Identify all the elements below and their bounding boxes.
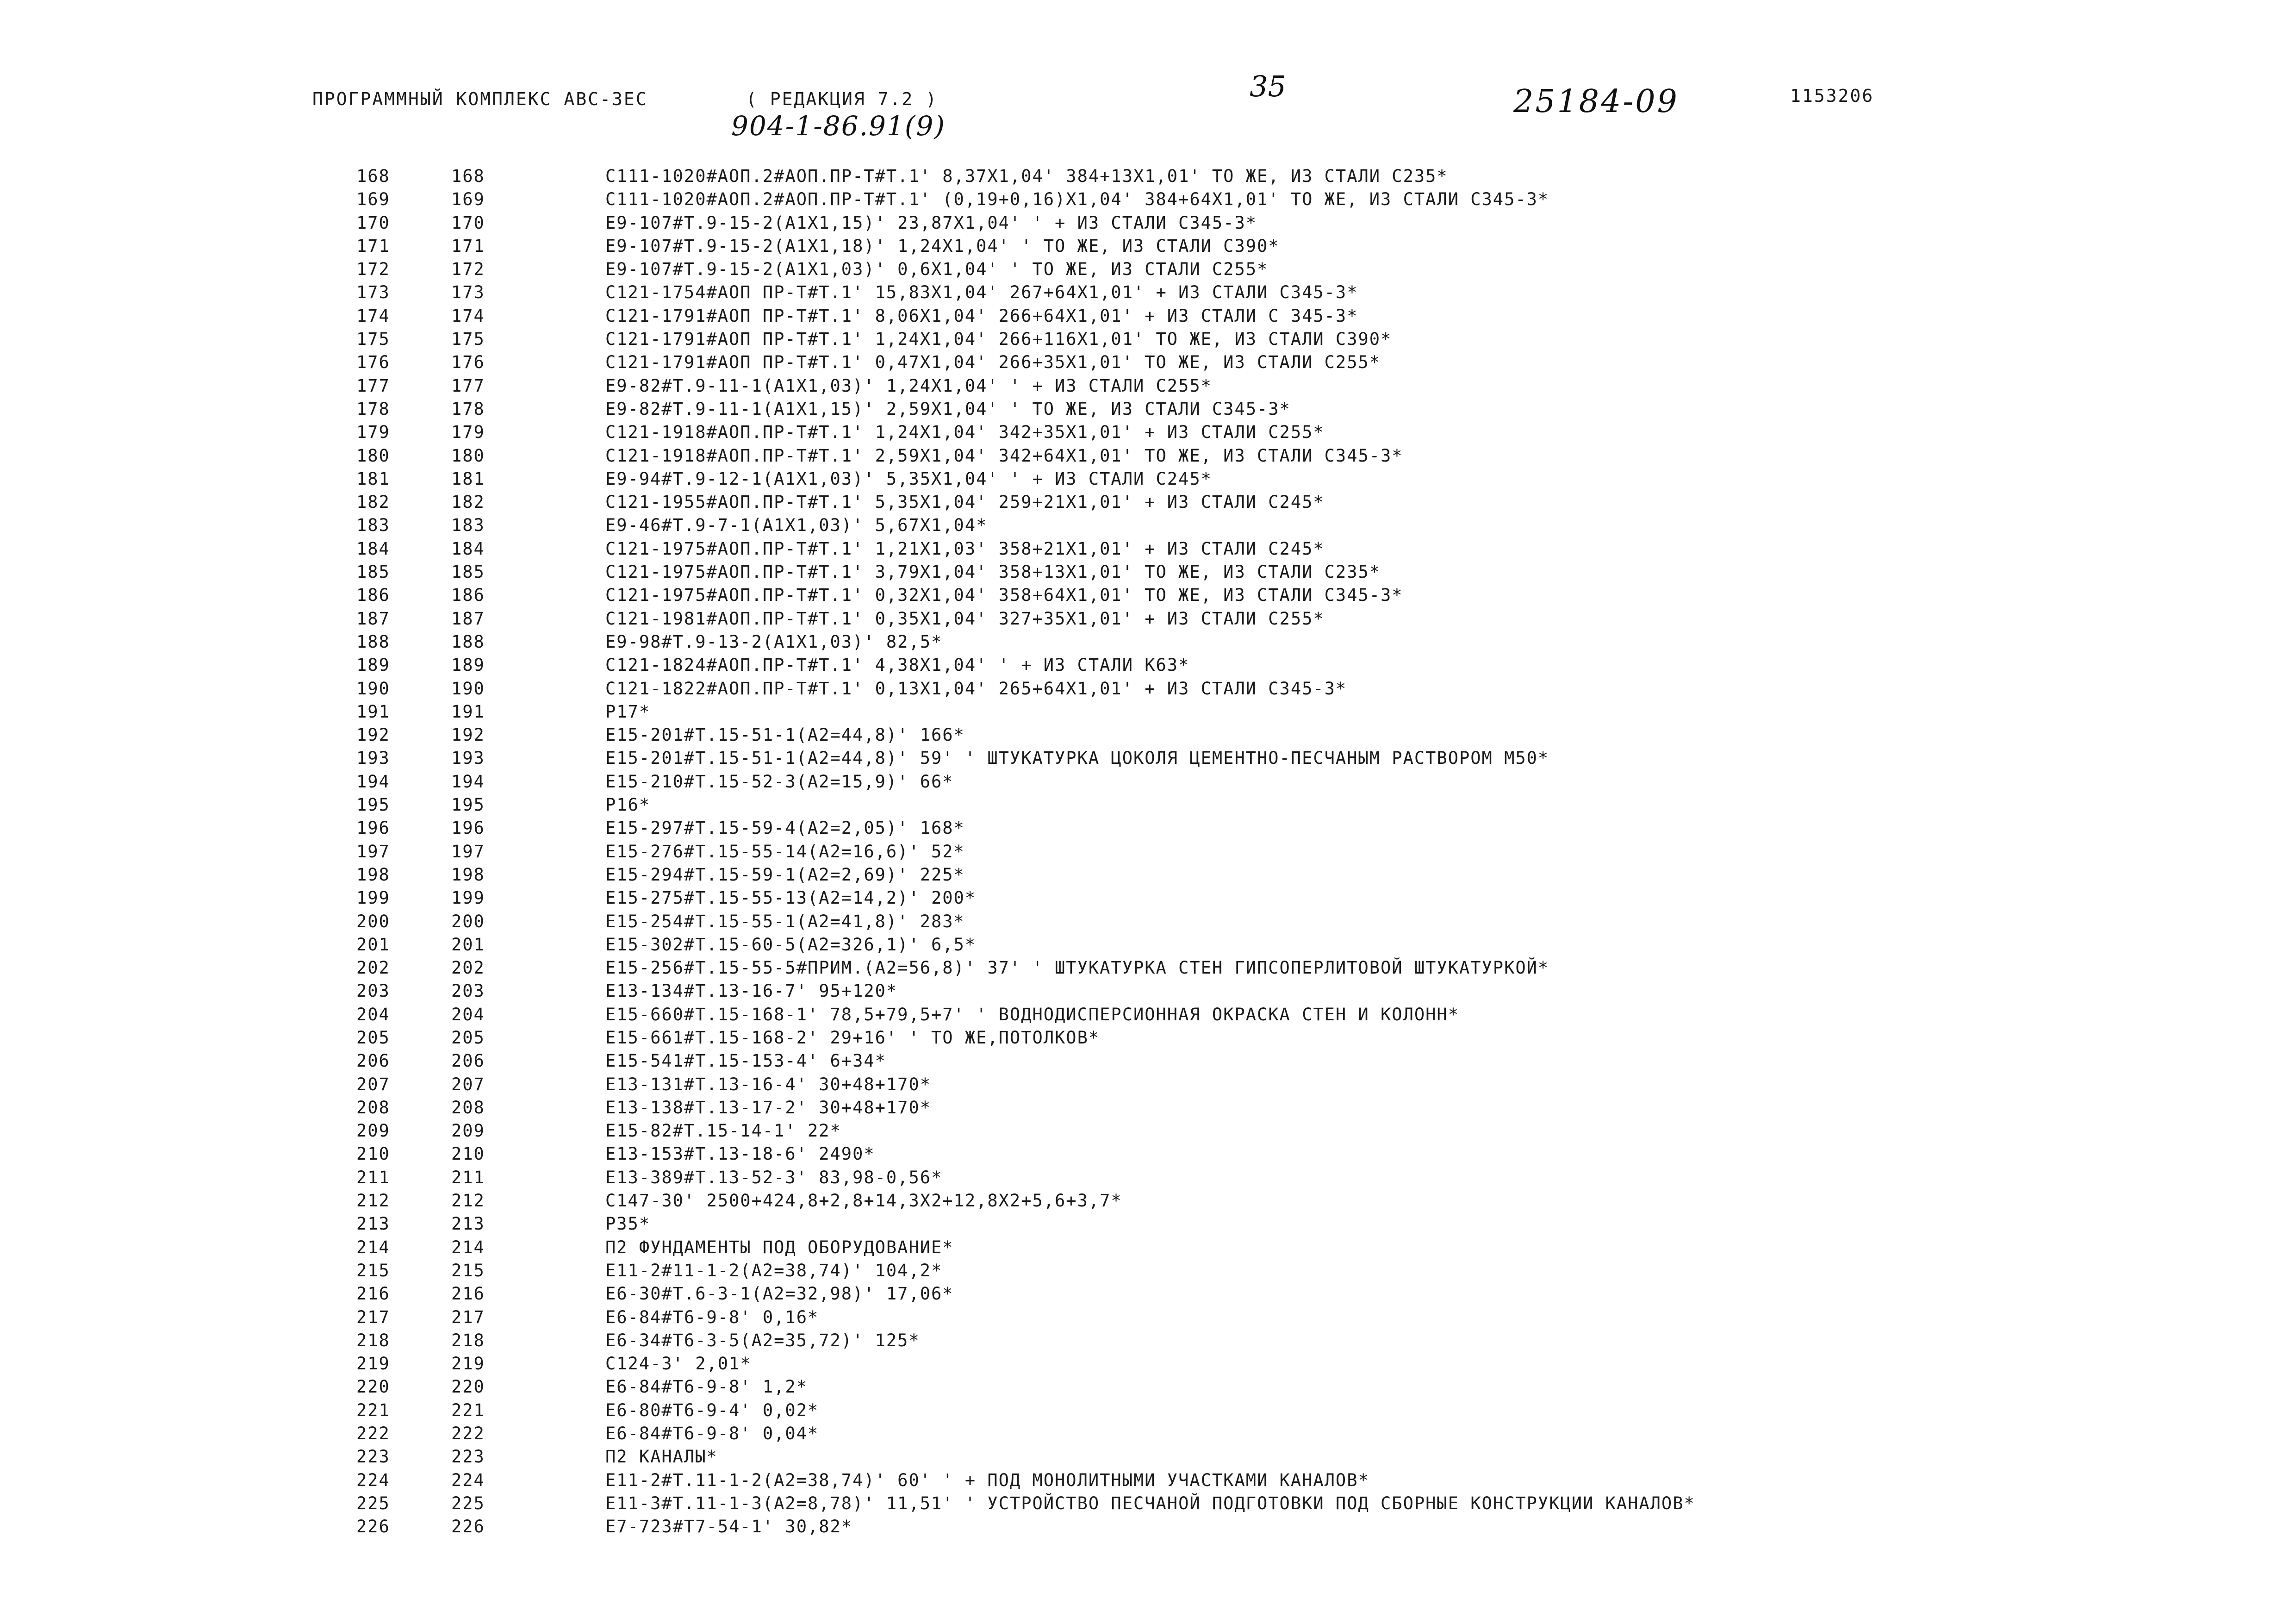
row-line-number: 180 [451,445,485,466]
row-line-number: 170 [451,212,485,233]
listing-row [0,1096,2296,1119]
row-content: Е15-82#Т.15-14-1' 22* [605,1121,841,1141]
row-sequence-number: 186 [356,585,390,606]
listing-row [0,235,2296,258]
row-content: Е15-256#Т.15-55-5#ПРИМ.(А2=56,8)' 37' ' ШТУКАТУРКА СТЕН ГИПСОПЕРЛИТОВОЙ ШТУКАТУРКОЙ* [605,958,1549,978]
row-sequence-number: 201 [356,934,390,955]
row-sequence-number: 190 [356,678,390,699]
row-line-number: 221 [451,1400,485,1420]
row-sequence-number: 178 [356,399,390,419]
row-content: Е6-84#Т6-9-8' 1,2* [605,1377,808,1397]
listing-row [0,887,2296,910]
row-line-number: 202 [451,958,485,978]
row-line-number: 182 [451,492,485,512]
row-content: Р16* [605,795,651,815]
row-sequence-number: 168 [356,166,390,186]
row-line-number: 197 [451,841,485,862]
row-sequence-number: 169 [356,189,390,210]
row-content: С111-1020#АОП.2#АОП.ПР-Т#Т.1' (0,19+0,16)Х1,04' 384+64Х1,01' ТО ЖЕ, ИЗ СТАЛИ С345-3* [605,189,1549,210]
row-line-number: 183 [451,515,485,536]
row-sequence-number: 207 [356,1074,390,1094]
listing-row [0,281,2296,304]
row-line-number: 226 [451,1517,485,1537]
row-content: Е9-46#Т.9-7-1(А1Х1,03)' 5,67Х1,04* [605,515,988,536]
row-content: С121-1975#АОП.ПР-Т#Т.1' 3,79Х1,04' 358+13Х1,01' ТО ЖЕ, ИЗ СТАЛИ С235* [605,562,1381,582]
program-title: ПРОГРАММНЫЙ КОМПЛЕКС АВС-ЗЕС [312,89,648,109]
row-line-number: 187 [451,608,485,629]
document-code: 1153206 [1790,86,1874,106]
listing-row [0,1445,2296,1468]
listing-row [0,1259,2296,1282]
row-content: Е15-660#Т.15-168-1' 78,5+79,5+7' ' ВОДНОДИСПЕРСИОННАЯ ОКРАСКА СТЕН И КОЛОНН* [605,1004,1459,1024]
listing-row [0,1469,2296,1492]
listing-row [0,1003,2296,1026]
row-line-number: 210 [451,1144,485,1164]
row-content: Е9-107#Т.9-15-2(А1Х1,18)' 1,24Х1,04' ' ТО ЖЕ, ИЗ СТАЛИ С390* [605,236,1280,256]
listing-row [0,1515,2296,1538]
row-line-number: 188 [451,631,485,652]
row-line-number: 194 [451,771,485,792]
row-line-number: 196 [451,818,485,838]
row-content: Е15-254#Т.15-55-1(А2=41,8)' 283* [605,911,965,931]
row-line-number: 214 [451,1237,485,1257]
row-sequence-number: 184 [356,538,390,559]
row-line-number: 195 [451,795,485,815]
listing-table [0,165,2296,1539]
row-sequence-number: 209 [356,1121,390,1141]
listing-row [0,933,2296,956]
row-content: Е11-2#11-1-2(А2=38,74)' 104,2* [605,1260,943,1280]
row-line-number: 169 [451,189,485,210]
row-line-number: 173 [451,282,485,303]
row-sequence-number: 180 [356,445,390,466]
row-content: Р35* [605,1214,651,1234]
listing-row [0,1399,2296,1422]
row-content: Е9-107#Т.9-15-2(А1Х1,15)' 23,87Х1,04' ' + ИЗ СТАЛИ С345-3* [605,212,1257,233]
listing-row [0,770,2296,793]
row-sequence-number: 226 [356,1517,390,1537]
listing-row [0,631,2296,654]
row-sequence-number: 183 [356,515,390,536]
row-line-number: 201 [451,934,485,955]
handwritten-project-number: 904-1-86.91(9) [731,110,946,142]
row-line-number: 207 [451,1074,485,1094]
row-content: Е15-201#Т.15-51-1(А2=44,8)' 59' ' ШТУКАТУРКА ЦОКОЛЯ ЦЕМЕНТНО-ПЕСЧАНЫМ РАСТВОРОМ М50* [605,748,1549,768]
row-sequence-number: 225 [356,1493,390,1513]
row-content: Е13-131#Т.13-16-4' 30+48+170* [605,1074,932,1094]
row-line-number: 185 [451,562,485,582]
row-sequence-number: 202 [356,958,390,978]
row-content: С121-1791#АОП ПР-Т#Т.1' 8,06Х1,04' 266+64Х1,01' + ИЗ СТАЛИ С 345-3* [605,306,1358,326]
row-content: Е9-82#Т.9-11-1(А1Х1,15)' 2,59Х1,04' ' ТО ЖЕ, ИЗ СТАЛИ С345-3* [605,399,1291,419]
listing-row [0,956,2296,980]
row-line-number: 219 [451,1354,485,1374]
row-content: Е15-541#Т.15-153-4' 6+34* [605,1051,886,1071]
row-content: Е6-84#Т6-9-8' 0,16* [605,1307,819,1327]
listing-row [0,1073,2296,1096]
row-line-number: 176 [451,352,485,373]
row-line-number: 205 [451,1027,485,1048]
row-sequence-number: 203 [356,981,390,1001]
listing-row [0,1212,2296,1236]
row-content: С121-1918#АОП.ПР-Т#Т.1' 2,59Х1,04' 342+64Х1,01' ТО ЖЕ, ИЗ СТАЛИ С345-3* [605,445,1403,466]
row-sequence-number: 218 [356,1330,390,1350]
listing-row [0,793,2296,817]
page-header [0,0,2296,157]
row-content: С121-1824#АОП.ПР-Т#Т.1' 4,38Х1,04' ' + ИЗ СТАЛИ К63* [605,655,1190,675]
row-content: Е15-294#Т.15-59-1(А2=2,69)' 225* [605,864,965,885]
row-sequence-number: 174 [356,306,390,326]
row-sequence-number: 215 [356,1260,390,1280]
row-line-number: 175 [451,329,485,350]
row-content: Е11-2#Т.11-1-2(А2=38,74)' 60' ' + ПОД МОНОЛИТНЫМИ УЧАСТКАМИ КАНАЛОВ* [605,1470,1369,1490]
row-line-number: 224 [451,1470,485,1490]
row-content: С121-1918#АОП.ПР-Т#Т.1' 1,24Х1,04' 342+35Х1,01' + ИЗ СТАЛИ С255* [605,422,1325,443]
row-line-number: 209 [451,1121,485,1141]
row-content: С121-1981#АОП.ПР-Т#Т.1' 0,35Х1,04' 327+35Х1,01' + ИЗ СТАЛИ С255* [605,608,1325,629]
row-sequence-number: 223 [356,1447,390,1467]
row-line-number: 204 [451,1004,485,1024]
row-line-number: 190 [451,678,485,699]
listing-row [0,1236,2296,1259]
row-line-number: 216 [451,1284,485,1304]
row-sequence-number: 214 [356,1237,390,1257]
row-content: П2 ФУНДАМЕНТЫ ПОД ОБОРУДОВАНИЕ* [605,1237,954,1257]
listing-row [0,188,2296,211]
row-content: С121-1975#АОП.ПР-Т#Т.1' 0,32Х1,04' 358+64Х1,01' ТО ЖЕ, ИЗ СТАЛИ С345-3* [605,585,1403,606]
row-sequence-number: 220 [356,1377,390,1397]
row-content: С121-1791#АОП ПР-Т#Т.1' 0,47Х1,04' 266+35Х1,01' ТО ЖЕ, ИЗ СТАЛИ С255* [605,352,1381,373]
row-content: Е6-30#Т.6-3-1(А2=32,98)' 17,06* [605,1284,954,1304]
listing-row [0,1352,2296,1375]
listing-row [0,1422,2296,1445]
listing-row [0,1306,2296,1329]
row-sequence-number: 213 [356,1214,390,1234]
listing-row [0,980,2296,1003]
listing-row [0,607,2296,631]
row-sequence-number: 179 [356,422,390,443]
row-content: Е13-134#Т.13-16-7' 95+120* [605,981,898,1001]
row-line-number: 171 [451,236,485,256]
listing-row [0,1375,2296,1399]
row-line-number: 203 [451,981,485,1001]
row-line-number: 189 [451,655,485,675]
row-sequence-number: 175 [356,329,390,350]
row-content: Е9-107#Т.9-15-2(А1Х1,03)' 0,6Х1,04' ' ТО ЖЕ, ИЗ СТАЛИ С255* [605,259,1269,280]
row-line-number: 179 [451,422,485,443]
row-line-number: 193 [451,748,485,768]
row-line-number: 225 [451,1493,485,1513]
row-content: Е15-275#Т.15-55-13(А2=14,2)' 200* [605,888,977,908]
row-sequence-number: 210 [356,1144,390,1164]
row-sequence-number: 193 [356,748,390,768]
row-content: Е15-297#Т.15-59-4(А2=2,05)' 168* [605,818,965,838]
row-content: Е9-82#Т.9-11-1(А1Х1,03)' 1,24Х1,04' ' + ИЗ СТАЛИ С255* [605,375,1212,396]
row-sequence-number: 217 [356,1307,390,1327]
row-sequence-number: 204 [356,1004,390,1024]
row-sequence-number: 172 [356,259,390,280]
row-sequence-number: 222 [356,1424,390,1444]
row-content: Р17* [605,701,651,722]
row-line-number: 199 [451,888,485,908]
listing-row [0,537,2296,561]
listing-row [0,165,2296,188]
listing-row [0,212,2296,235]
row-line-number: 181 [451,468,485,489]
listing-row [0,514,2296,537]
row-content: Е9-98#Т.9-13-2(А1Х1,03)' 82,5* [605,631,943,652]
row-sequence-number: 198 [356,864,390,885]
listing-row [0,351,2296,374]
row-sequence-number: 191 [356,701,390,722]
row-sequence-number: 221 [356,1400,390,1420]
listing-row [0,398,2296,421]
row-content: Е6-84#Т6-9-8' 0,04* [605,1424,819,1444]
edition-label: ( РЕДАКЦИЯ 7.2 ) [746,89,938,109]
row-content: С121-1791#АОП ПР-Т#Т.1' 1,24Х1,04' 266+116Х1,01' ТО ЖЕ, ИЗ СТАЛИ С390* [605,329,1392,350]
row-line-number: 215 [451,1260,485,1280]
listing-row [0,724,2296,747]
row-sequence-number: 219 [356,1354,390,1374]
row-content: С147-30' 2500+424,8+2,8+14,3Х2+12,8Х2+5,6+3,7* [605,1191,1122,1211]
row-sequence-number: 200 [356,911,390,931]
row-content: Е9-94#Т.9-12-1(А1Х1,03)' 5,35Х1,04' ' + ИЗ СТАЛИ С245* [605,468,1212,489]
row-line-number: 186 [451,585,485,606]
listing-row [0,677,2296,700]
row-line-number: 206 [451,1051,485,1071]
row-line-number: 222 [451,1424,485,1444]
row-sequence-number: 171 [356,236,390,256]
row-content: Е13-138#Т.13-17-2' 30+48+170* [605,1097,932,1118]
row-line-number: 184 [451,538,485,559]
listing-row [0,817,2296,840]
row-sequence-number: 185 [356,562,390,582]
listing-row [0,654,2296,677]
row-line-number: 223 [451,1447,485,1467]
handwritten-document-number: 25184-09 [1513,83,1679,120]
handwritten-page-number: 35 [1250,69,1286,103]
row-sequence-number: 199 [356,888,390,908]
row-line-number: 168 [451,166,485,186]
row-sequence-number: 189 [356,655,390,675]
row-content: С121-1955#АОП.ПР-Т#Т.1' 5,35Х1,04' 259+21Х1,01' + ИЗ СТАЛИ С245* [605,492,1325,512]
row-line-number: 211 [451,1167,485,1187]
row-content: П2 КАНАЛЫ* [605,1447,718,1467]
listing-row [0,1143,2296,1166]
row-content: Е15-276#Т.15-55-14(А2=16,6)' 52* [605,841,965,862]
listing-row [0,468,2296,491]
listing-row [0,328,2296,351]
row-line-number: 198 [451,864,485,885]
listing-row [0,375,2296,398]
row-content: Е13-153#Т.13-18-6' 2490* [605,1144,875,1164]
listing-row [0,1329,2296,1352]
row-sequence-number: 206 [356,1051,390,1071]
listing-row [0,561,2296,584]
row-sequence-number: 173 [356,282,390,303]
row-content: С121-1754#АОП ПР-Т#Т.1' 15,83Х1,04' 267+64Х1,01' + ИЗ СТАЛИ С345-3* [605,282,1358,303]
row-line-number: 218 [451,1330,485,1350]
row-sequence-number: 196 [356,818,390,838]
row-content: С121-1822#АОП.ПР-Т#Т.1' 0,13Х1,04' 265+64Х1,01' + ИЗ СТАЛИ С345-3* [605,678,1347,699]
row-content: Е15-302#Т.15-60-5(А2=326,1)' 6,5* [605,934,977,955]
listing-row [0,491,2296,514]
row-content: Е15-661#Т.15-168-2' 29+16' ' ТО ЖЕ,ПОТОЛКОВ* [605,1027,1100,1048]
row-sequence-number: 197 [356,841,390,862]
row-sequence-number: 194 [356,771,390,792]
row-content: Е15-201#Т.15-51-1(А2=44,8)' 166* [605,725,965,745]
listing-row [0,305,2296,328]
listing-row [0,700,2296,724]
listing-row [0,840,2296,863]
row-line-number: 174 [451,306,485,326]
row-content: Е11-3#Т.11-1-3(А2=8,78)' 11,51' ' УСТРОЙСТВО ПЕСЧАНОЙ ПОДГОТОВКИ ПОД СБОРНЫЕ КОНСТРУКЦИИ КАНАЛОВ* [605,1493,1695,1513]
row-line-number: 191 [451,701,485,722]
row-content: С121-1975#АОП.ПР-Т#Т.1' 1,21Х1,03' 358+21Х1,01' + ИЗ СТАЛИ С245* [605,538,1325,559]
row-sequence-number: 188 [356,631,390,652]
listing-row [0,1166,2296,1189]
row-sequence-number: 187 [356,608,390,629]
row-sequence-number: 211 [356,1167,390,1187]
listing-row [0,1492,2296,1515]
row-content: С124-3' 2,01* [605,1354,752,1374]
row-sequence-number: 170 [356,212,390,233]
row-sequence-number: 182 [356,492,390,512]
listing-row [0,747,2296,770]
row-line-number: 192 [451,725,485,745]
row-line-number: 200 [451,911,485,931]
row-sequence-number: 192 [356,725,390,745]
listing-row [0,421,2296,444]
row-content: Е6-80#Т6-9-4' 0,02* [605,1400,819,1420]
listing-row [0,863,2296,887]
row-sequence-number: 177 [356,375,390,396]
row-line-number: 172 [451,259,485,280]
row-content: Е6-34#Т6-3-5(А2=35,72)' 125* [605,1330,920,1350]
row-sequence-number: 208 [356,1097,390,1118]
listing-row [0,584,2296,607]
listing-row [0,910,2296,933]
listing-row [0,258,2296,281]
row-content: Е7-723#Т7-54-1' 30,82* [605,1517,853,1537]
row-sequence-number: 216 [356,1284,390,1304]
row-line-number: 212 [451,1191,485,1211]
listing-row [0,1026,2296,1049]
row-sequence-number: 205 [356,1027,390,1048]
listing-row [0,1282,2296,1305]
row-sequence-number: 176 [356,352,390,373]
listing-row [0,1189,2296,1212]
listing-row [0,1119,2296,1143]
row-line-number: 213 [451,1214,485,1234]
row-sequence-number: 224 [356,1470,390,1490]
listing-row [0,444,2296,468]
row-line-number: 178 [451,399,485,419]
row-content: С111-1020#АОП.2#АОП.ПР-Т#Т.1' 8,37Х1,04' 384+13Х1,01' ТО ЖЕ, ИЗ СТАЛИ С235* [605,166,1448,186]
row-line-number: 177 [451,375,485,396]
row-line-number: 217 [451,1307,485,1327]
row-content: Е13-389#Т.13-52-3' 83,98-0,56* [605,1167,943,1187]
row-line-number: 208 [451,1097,485,1118]
row-sequence-number: 195 [356,795,390,815]
row-sequence-number: 181 [356,468,390,489]
row-line-number: 220 [451,1377,485,1397]
row-sequence-number: 212 [356,1191,390,1211]
row-content: Е15-210#Т.15-52-3(А2=15,9)' 66* [605,771,954,792]
listing-row [0,1049,2296,1073]
